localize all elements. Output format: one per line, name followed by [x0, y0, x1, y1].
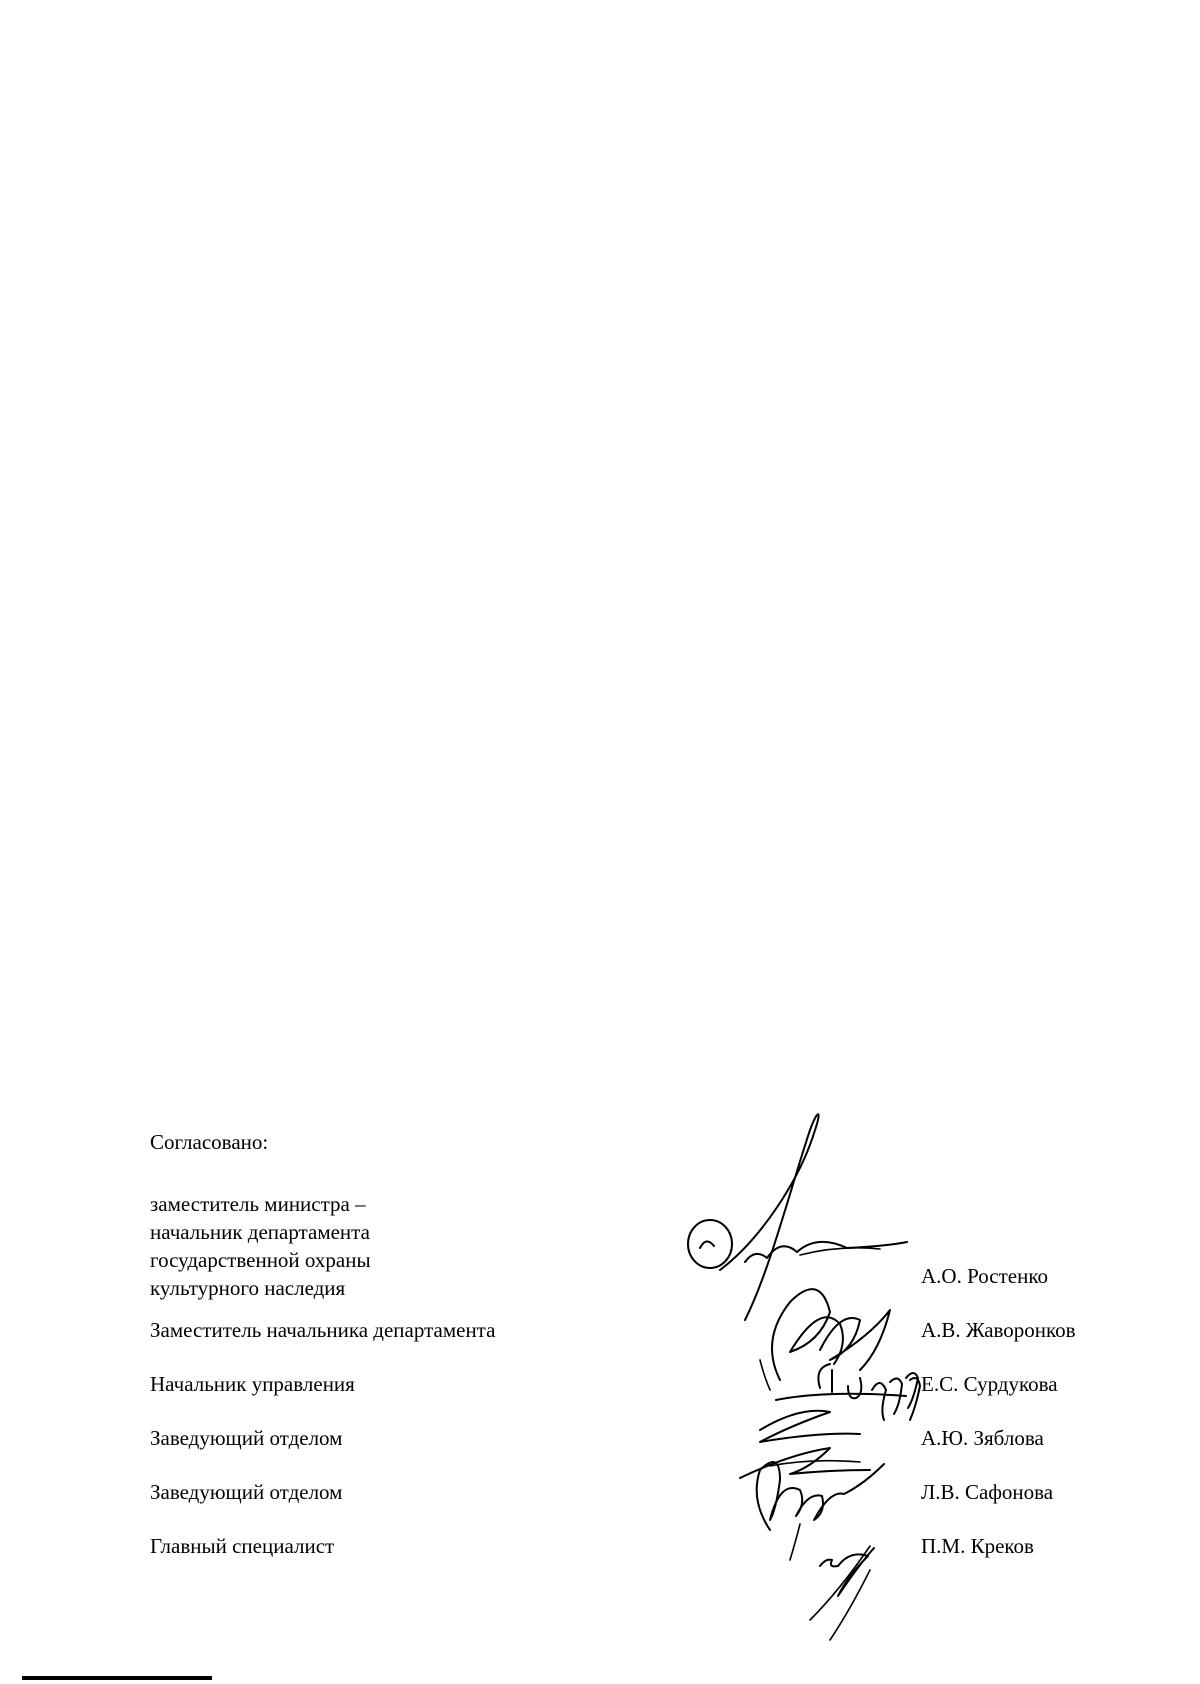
signature-krekov: [810, 1546, 874, 1640]
deputy-title-block: [150, 1190, 371, 1302]
signatory-role: Заведующий отделом: [150, 1426, 343, 1450]
signatory-name: А.О. Ростенко: [921, 1264, 1048, 1288]
signatory-name: А.В. Жаворонков: [921, 1318, 1076, 1342]
signature-zyablova: [740, 1411, 870, 1478]
deputy-title-line: культурного наследия: [150, 1276, 346, 1300]
signatory-name: Е.С. Сурдукова: [921, 1372, 1058, 1396]
signature-surdukova: [776, 1364, 920, 1420]
signature-rostenko: [688, 1114, 907, 1320]
signatory-name: Л.В. Сафонова: [921, 1480, 1054, 1504]
signature-safonova: [757, 1462, 884, 1560]
signatory-name: П.М. Креков: [921, 1534, 1034, 1558]
approval-heading: Согласовано:: [150, 1130, 269, 1154]
deputy-title-line: государственной охраны: [150, 1248, 371, 1272]
signatory-name: А.Ю. Зяблова: [921, 1426, 1044, 1450]
deputy-title-line: заместитель министра –: [150, 1192, 366, 1216]
signatory-role: Заведующий отделом: [150, 1480, 343, 1504]
signatory-role: Главный специалист: [150, 1534, 335, 1558]
footer-rule: [22, 1676, 212, 1680]
signatory-role: Заместитель начальника департамента: [150, 1318, 496, 1342]
signature-zhavoronkov: [760, 1289, 890, 1390]
signatory-role: Начальник управления: [150, 1372, 355, 1396]
deputy-title-line: начальник департамента: [150, 1220, 370, 1244]
